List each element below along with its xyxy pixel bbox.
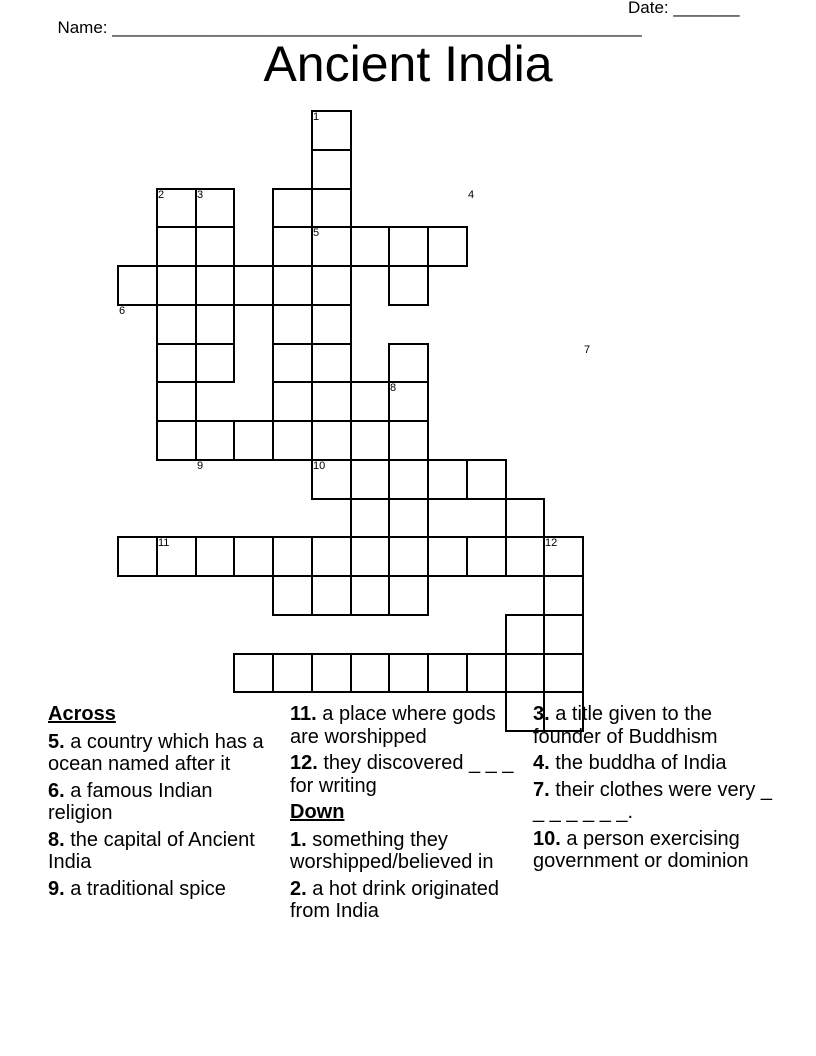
grid-cell[interactable] — [195, 536, 235, 577]
grid-cell[interactable] — [543, 614, 584, 655]
grid-cell[interactable] — [156, 265, 197, 306]
clue-number-label: 1 — [313, 111, 320, 123]
down-clue-7: 7. their clothes were very _ _ _ _ _ _ _. — [533, 778, 773, 823]
grid-cell[interactable] — [350, 575, 390, 616]
grid-cell[interactable] — [272, 343, 313, 383]
grid-cell[interactable] — [388, 653, 429, 693]
grid-cell[interactable] — [466, 536, 507, 577]
grid-cell[interactable] — [272, 653, 313, 693]
grid-cell[interactable] — [350, 226, 390, 267]
down-clue-2: 2. a hot drink originated from India — [290, 877, 500, 922]
grid-cell[interactable] — [350, 536, 390, 577]
date-field-label[interactable]: Date: _______ — [628, 0, 740, 17]
grid-cell[interactable] — [272, 226, 313, 267]
grid-cell[interactable] — [350, 498, 390, 538]
grid-cell[interactable] — [350, 653, 390, 693]
clues-column-1 — [48, 703, 273, 904]
grid-cell[interactable] — [195, 343, 235, 383]
across-clue-11: 11. a place where gods are worshipped — [290, 703, 496, 748]
clue-number-label: 2 — [158, 189, 165, 201]
grid-cell[interactable] — [156, 420, 197, 461]
grid-cell[interactable] — [272, 575, 313, 616]
grid-cell[interactable] — [543, 653, 584, 693]
clue-number-label: 7 — [584, 344, 591, 356]
grid-cell[interactable] — [427, 653, 468, 693]
down-clue-4: 4. the buddha of India — [533, 752, 727, 774]
grid-cell[interactable] — [388, 536, 429, 577]
grid-cell[interactable] — [311, 575, 352, 616]
grid-cell[interactable] — [233, 536, 274, 577]
grid-cell[interactable] — [272, 536, 313, 577]
clue-number-label: 9 — [197, 460, 204, 472]
grid-cell[interactable] — [233, 420, 274, 461]
grid-cell[interactable] — [388, 459, 429, 500]
grid-cell[interactable] — [427, 459, 468, 500]
grid-cell[interactable] — [195, 304, 235, 345]
grid-cell[interactable] — [311, 304, 352, 345]
grid-cell[interactable] — [466, 653, 507, 693]
grid-cell[interactable] — [388, 343, 429, 383]
clue-number-label: 10 — [313, 460, 326, 472]
grid-cell[interactable] — [311, 536, 352, 577]
across-clue-12: 12. they discovered _ _ _ for writing — [290, 752, 514, 797]
grid-cell[interactable] — [427, 536, 468, 577]
grid-cell[interactable] — [388, 575, 429, 616]
grid-cell[interactable] — [505, 498, 545, 538]
grid-cell[interactable] — [272, 420, 313, 461]
grid-cell[interactable] — [195, 226, 235, 267]
page-title: Ancient India — [263, 36, 553, 92]
grid-cell[interactable] — [505, 614, 545, 655]
grid-cell[interactable] — [195, 420, 235, 461]
down-clue-10: 10. a person exercising government or dominion — [533, 827, 749, 872]
down-clue-3: 3. a title given to the founder of Buddhism — [533, 703, 718, 748]
grid-cell[interactable] — [427, 226, 468, 267]
grid-cell[interactable] — [117, 265, 158, 306]
grid-cell[interactable] — [505, 536, 545, 577]
across-clue-5: 5. a country which has a ocean named after it — [48, 730, 264, 775]
grid-cell[interactable] — [505, 653, 545, 693]
grid-cell[interactable] — [311, 381, 352, 422]
grid-cell[interactable] — [388, 498, 429, 538]
grid-cell[interactable] — [350, 420, 390, 461]
down-clue-1: 1. something they worshipped/believed in — [290, 828, 494, 873]
grid-cell[interactable] — [350, 381, 390, 422]
clues-column-2 — [290, 703, 518, 927]
down-heading: Down — [290, 801, 345, 823]
across-clue-9: 9. a traditional spice — [48, 877, 226, 900]
grid-cell[interactable] — [311, 149, 352, 190]
grid-cell[interactable] — [311, 343, 352, 383]
grid-cell[interactable] — [156, 343, 197, 383]
grid-cell[interactable] — [350, 459, 390, 500]
grid-cell[interactable] — [272, 381, 313, 422]
grid-cell[interactable] — [388, 226, 429, 267]
grid-cell[interactable] — [156, 381, 197, 422]
grid-cell[interactable] — [233, 653, 274, 693]
grid-cell[interactable] — [117, 536, 158, 577]
grid-cell[interactable] — [156, 226, 197, 267]
grid-cell[interactable] — [272, 304, 313, 345]
grid-cell[interactable] — [272, 188, 313, 228]
clue-number-label: 4 — [468, 189, 475, 201]
grid-cell[interactable] — [466, 459, 507, 500]
clue-number-label: 11 — [158, 537, 170, 549]
grid-cell[interactable] — [272, 265, 313, 306]
clue-number-label: 5 — [313, 227, 320, 239]
grid-cell[interactable] — [311, 653, 352, 693]
grid-cell[interactable] — [156, 304, 197, 345]
clue-number-label: 8 — [390, 382, 397, 394]
grid-cell[interactable] — [311, 265, 352, 306]
grid-cell[interactable] — [233, 265, 274, 306]
clue-number-label: 3 — [197, 189, 204, 201]
grid-cell[interactable] — [195, 265, 235, 306]
across-heading: Across — [48, 703, 116, 725]
clue-number-label: 6 — [119, 305, 126, 317]
grid-cell[interactable] — [311, 188, 352, 228]
across-clue-8: 8. the capital of Ancient India — [48, 828, 255, 873]
grid-cell[interactable] — [388, 420, 429, 461]
clues-column-3 — [533, 703, 773, 877]
grid-cell[interactable] — [388, 265, 429, 306]
clue-number-label: 12 — [545, 537, 558, 549]
grid-cell[interactable] — [543, 575, 584, 616]
name-field-label[interactable]: Name: ________________________________________________________ — [57, 18, 642, 37]
across-clue-6: 6. a famous Indian religion — [48, 779, 213, 824]
